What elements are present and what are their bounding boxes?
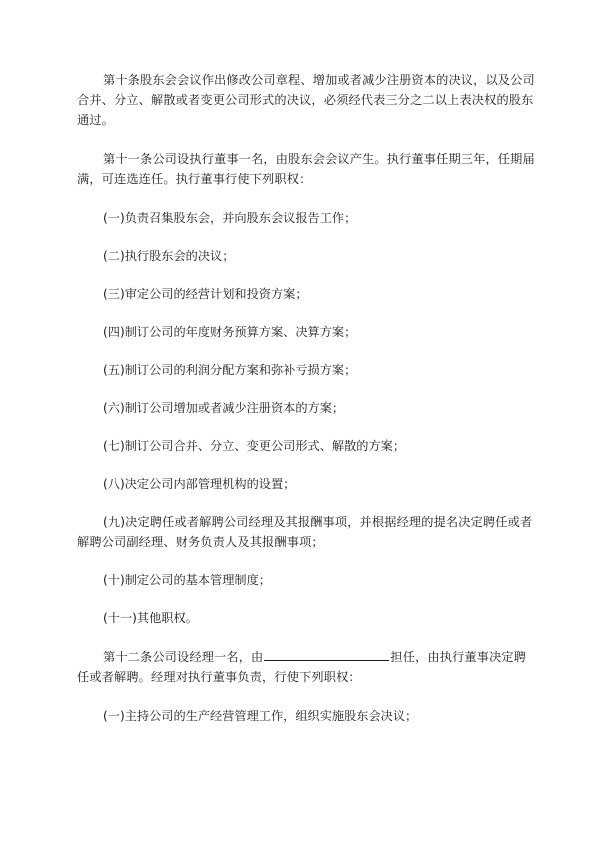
article-11-line-2: 满，可连选连任。执行董事行使下列职权： (77, 172, 312, 186)
article-10-line-1: 第十条股东会会议作出修改公司章程、增加或者减少注册资本的决议，以及公司 (103, 73, 535, 87)
article-10-paragraph (77, 70, 535, 130)
article-11-paragraph (77, 149, 535, 189)
article-11-item-7: (七)制订公司合并、分立、变更公司形式、解散的方案； (103, 439, 406, 453)
article-10-line-3: 通过。 (77, 113, 115, 127)
article-11-item-9-line-1: (九)决定聘任或者解聘公司经理及其报酬事项，并根据经理的提名决定聘任或者 (103, 515, 533, 529)
article-11-item-1: (一)负责召集股东会，并向股东会议报告工作； (103, 211, 357, 225)
article-12-item-1: (一)主持公司的生产经营管理工作，组织实施股东会决议； (103, 709, 418, 723)
article-12-line-2: 任或者解聘。经理对执行董事负责，行使下列职权： (77, 670, 361, 684)
article-11-item-10: (十)制定公司的基本管理制度； (103, 573, 271, 587)
article-10-line-2: 合并、分立、解散或者变更公司形式的决议，必须经代表三分之二以上表决权的股东 (77, 93, 534, 107)
article-11-item-3: (三)审定公司的经营计划和投资方案； (103, 287, 308, 301)
article-11-item-9 (77, 512, 533, 552)
manager-name-blank[interactable] (264, 648, 389, 661)
article-12-line-1-after: 担任，由执行董事决定聘 (390, 650, 527, 664)
article-11-item-4: (四)制订公司的年度财务预算方案、决算方案； (103, 325, 357, 339)
article-11-item-9-line-2: 解聘公司副经理、财务负责人及其报酬事项； (77, 535, 324, 549)
article-12-paragraph (77, 647, 527, 687)
article-11-item-2: (二)执行股东会的决议； (103, 249, 235, 263)
article-11-line-1: 第十一条公司设执行董事一名，由股东会会议产生。执行董事任期三年，任期届 (103, 152, 535, 166)
article-11-item-11: (十一)其他职权。 (103, 611, 198, 625)
article-11-item-8: (八)决定公司内部管理机构的设置； (103, 477, 296, 491)
article-11-item-6: (六)制订公司增加或者减少注册资本的方案； (103, 401, 345, 415)
article-12-line-1 (77, 647, 527, 667)
article-12-line-1-before: 第十二条公司设经理一名，由 (103, 650, 264, 664)
document-body (77, 70, 535, 726)
article-11-item-5: (五)制订公司的利润分配方案和弥补亏损方案； (103, 363, 357, 377)
